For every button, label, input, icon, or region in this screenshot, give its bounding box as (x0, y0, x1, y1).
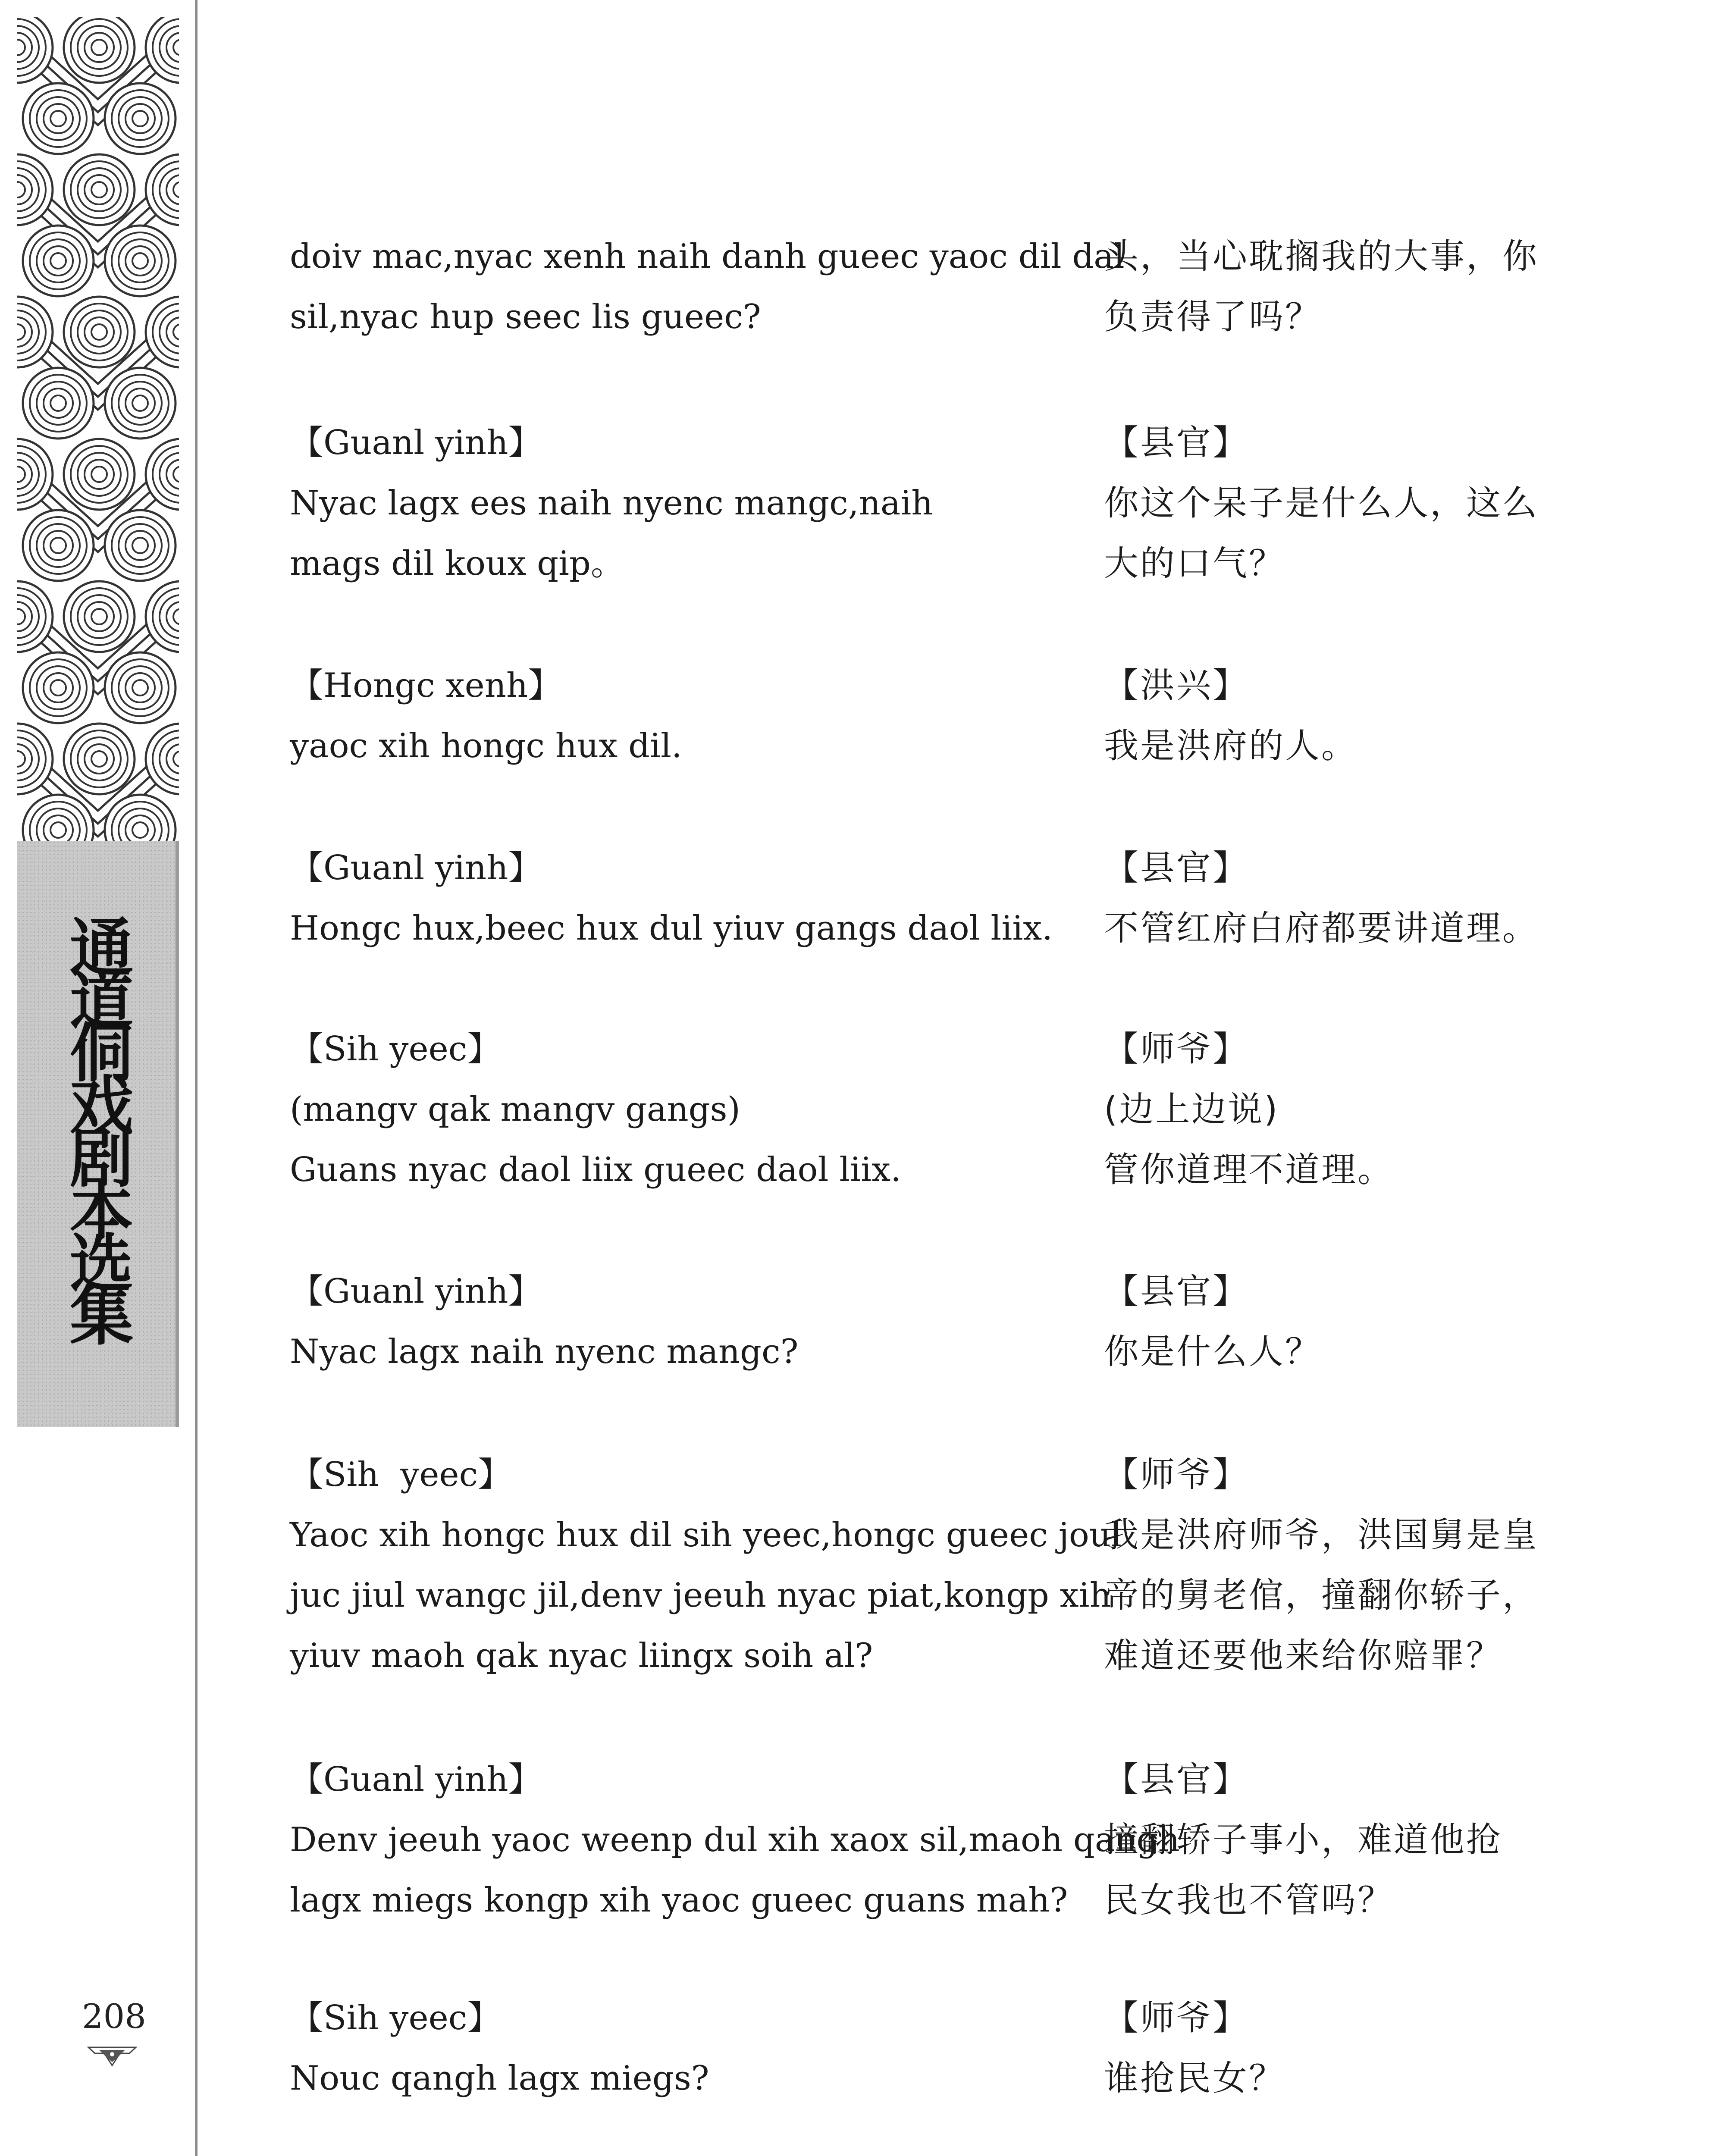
speaker-chinese: 【县官】 (1104, 1271, 1249, 1311)
chinese-line: 大的口气？ (1104, 543, 1285, 583)
speaker-chinese: 【师爷】 (1104, 1998, 1249, 2038)
chinese-text (1104, 1019, 1604, 1200)
chinese-line: 我是洪府的人。 (1104, 726, 1357, 766)
speaker-chinese: 【县官】 (1104, 848, 1249, 888)
chinese-line: 管你道理不道理。 (1104, 1150, 1394, 1190)
chinese-text (1104, 838, 1604, 959)
dong-line: Nyac lagx ees naih nyenc mangc,naih (290, 484, 933, 523)
speaker-dong: 【Hongc xenh】 (290, 666, 562, 705)
speaker-dong: 【Guanl yinh】 (290, 423, 542, 462)
dong-text (290, 1261, 1075, 1382)
page-number: 208 (82, 1997, 146, 2036)
dong-text (290, 1019, 1075, 1200)
dong-text (290, 226, 1125, 347)
chinese-line: 我是洪府师爷，洪国舅是皇 (1104, 1515, 1539, 1555)
dong-line: Nyac lagx naih nyenc mangc? (290, 1332, 799, 1371)
speaker-dong: 【Guanl yinh】 (290, 1760, 542, 1799)
book-title: 通道侗戏剧本选集 (59, 914, 134, 1335)
chinese-text (1104, 655, 1604, 776)
chinese-line: 你是什么人？ (1104, 1332, 1321, 1372)
dong-line: Yaoc xih hongc hux dil sih yeec,hongc gueec joul (290, 1516, 1122, 1554)
chinese-line: 谁抢民女？ (1104, 2058, 1285, 2098)
dong-line: yiuv maoh qak nyac liingx soih al? (290, 1636, 873, 1675)
chinese-line: 撞翻轿子事小，难道他抢 (1104, 1820, 1502, 1860)
dong-line: sil,nyac hup seec lis gueec? (290, 298, 761, 336)
dong-line: Hongc hux,beec hux dul yiuv gangs daol liix. (290, 909, 1053, 948)
chinese-line: 负责得了吗？ (1104, 297, 1321, 337)
chinese-text (1104, 1749, 1604, 1930)
dong-line: Denv jeeuh yaoc weenp dul xih xaox sil,maoh qangh (290, 1821, 1180, 1859)
speaker-dong: 【Guanl yinh】 (290, 849, 542, 887)
chinese-line: 不管红府白府都要讲道理。 (1104, 908, 1539, 948)
dong-text (290, 1988, 1075, 2109)
chinese-line: 你这个呆子是什么人，这么 (1104, 483, 1539, 523)
chinese-text (1104, 1988, 1604, 2109)
dong-line: doiv mac,nyac xenh naih danh gueec yaoc dil dal (290, 237, 1125, 276)
dong-text (290, 838, 1075, 959)
dong-text (290, 413, 1075, 594)
speaker-dong: 【Guanl yinh】 (290, 1272, 542, 1311)
chinese-text (1104, 413, 1604, 594)
chinese-line: (边上边说) (1104, 1089, 1279, 1129)
dong-text (290, 1445, 1122, 1686)
dong-text (290, 655, 1075, 776)
dong-line: lagx miegs kongp xih yaoc gueec guans mah? (290, 1881, 1068, 1920)
speaker-dong: 【Sih yeec】 (290, 1030, 501, 1069)
dong-line: juc jiul wangc jil,denv jeeuh nyac piat,kongp xih (290, 1576, 1111, 1615)
chinese-text (1104, 226, 1604, 347)
speaker-dong: 【Sih yeec】 (290, 1999, 501, 2037)
chinese-line: 难道还要他来给你赔罪？ (1104, 1636, 1502, 1676)
chinese-line: 民女我也不管吗？ (1104, 1880, 1394, 1920)
chinese-line: 帝的舅老倌，撞翻你轿子， (1104, 1575, 1539, 1615)
dong-line: yaoc xih hongc hux dil. (290, 727, 682, 765)
dong-line: Nouc qangh lagx miegs? (290, 2059, 709, 2098)
speaker-chinese: 【县官】 (1104, 423, 1249, 463)
speaker-chinese: 【师爷】 (1104, 1454, 1249, 1495)
dong-line: (mangv qak mangv gangs) (290, 1090, 740, 1129)
chinese-line: 头，当心耽搁我的大事，你 (1104, 236, 1539, 276)
speaker-chinese: 【洪兴】 (1104, 665, 1249, 705)
speaker-dong: 【Sih yeec】 (290, 1455, 512, 1494)
chinese-text (1104, 1445, 1604, 1686)
dong-line: Guans nyac daol liix gueec daol liix. (290, 1150, 901, 1189)
speaker-chinese: 【县官】 (1104, 1759, 1249, 1799)
speaker-chinese: 【师爷】 (1104, 1029, 1249, 1069)
chinese-text (1104, 1261, 1604, 1382)
dong-line: mags dil koux qip。 (290, 544, 624, 583)
